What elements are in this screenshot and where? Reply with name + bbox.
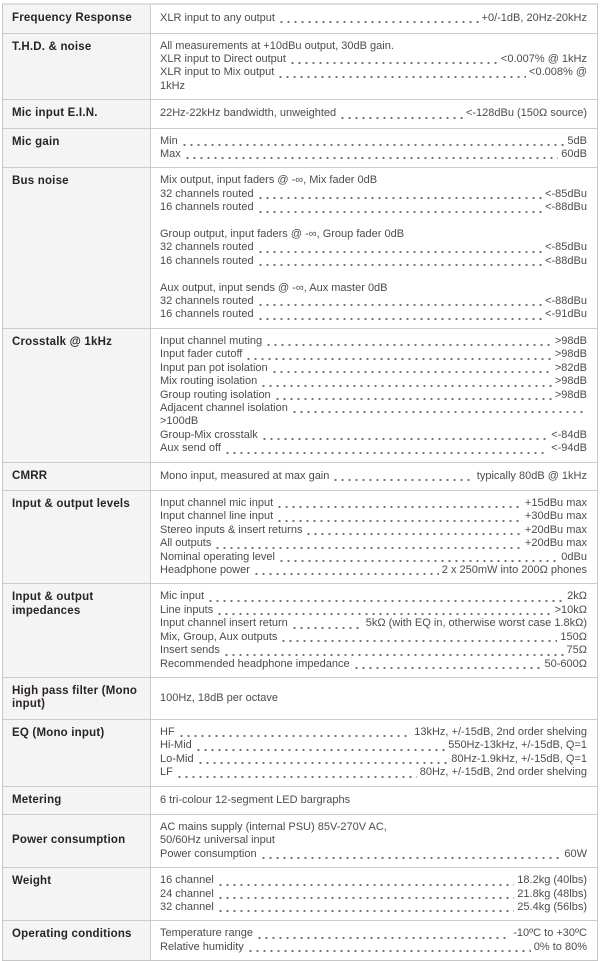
- spec-name: [3, 584, 151, 676]
- spec-name-label: Mic input E.I.N.: [12, 107, 98, 120]
- spec-line-text: HF: [160, 725, 175, 738]
- spec-line: [160, 228, 587, 241]
- spec-line: [160, 617, 587, 630]
- spec-line-value: 2 x 250mW into 200Ω phones: [441, 564, 587, 577]
- spec-line: [160, 429, 587, 442]
- spec-line: [160, 644, 587, 657]
- spec-name-label: T.H.D. & noise: [12, 40, 92, 53]
- spec-line-value: 0% to 80%: [533, 940, 587, 953]
- spec-line-value: 18.2kg (40lbs): [517, 874, 587, 887]
- spec-line-text: Stereo inputs & insert returns: [160, 523, 303, 536]
- spec-line: [160, 335, 587, 348]
- spec-line: [160, 66, 587, 79]
- spec-name: [3, 720, 151, 786]
- spec-line-value: <-85dBu: [545, 187, 587, 200]
- spec-line: [160, 726, 587, 739]
- dot-leader: [353, 665, 542, 669]
- spec-line-value: 5kΩ (with EQ in, otherwise worst case 1.8kΩ): [365, 617, 587, 630]
- spec-line: [160, 537, 587, 550]
- spec-line: [160, 53, 587, 66]
- spec-line-value: <0.008% @: [529, 66, 587, 79]
- spec-line-text: 16 channel: [160, 874, 214, 887]
- spec-line-text: Power consumption: [160, 847, 257, 860]
- spec-line: [160, 524, 587, 537]
- spec-line-value: <-94dB: [551, 442, 587, 455]
- spec-line-value: <-88dBu: [545, 295, 587, 308]
- row-high-pass-filter: [3, 678, 597, 720]
- dot-leader: [178, 733, 412, 737]
- spec-line-text: Input channel mic input: [160, 497, 274, 510]
- spec-line-text: Max: [160, 148, 181, 161]
- spec-line-text: Input channel insert return: [160, 617, 288, 630]
- spec-line-text: Aux output, input sends @ -∞, Aux master 0dB: [160, 281, 388, 294]
- dot-leader: [214, 545, 522, 549]
- spec-line: [160, 308, 587, 321]
- dot-leader: [278, 19, 479, 23]
- spec-line-text: Mono input, measured at max gain: [160, 469, 330, 482]
- dot-leader: [260, 383, 552, 387]
- row-mic-input-ein: [3, 100, 597, 129]
- spec-name: [3, 129, 151, 168]
- dot-leader: [257, 209, 543, 213]
- spec-line-text: 16 channels routed: [160, 308, 254, 321]
- spec-name: [3, 5, 151, 33]
- spec-line-text: Relative humidity: [160, 940, 244, 953]
- spec-value: [151, 491, 597, 583]
- dot-leader: [271, 369, 552, 373]
- spec-value: [151, 921, 597, 960]
- spec-line-text: Input fader cutoff: [160, 348, 243, 361]
- spec-line-value: 50-600Ω: [544, 657, 587, 670]
- spec-line-value: 550Hz-13kHz, +/-15dB, Q=1: [448, 739, 587, 752]
- spec-value: [151, 720, 597, 786]
- spec-line-value: +0/-1dB, 20Hz-20kHz: [481, 12, 587, 25]
- spec-line-value: +20dBu max: [524, 537, 587, 550]
- dot-leader: [257, 302, 543, 306]
- spec-line: [160, 12, 587, 25]
- spec-line: [160, 148, 587, 161]
- dot-leader: [332, 477, 473, 481]
- spec-line: [160, 348, 587, 361]
- dot-leader: [207, 598, 564, 602]
- spec-line-value: 80Hz, +/-15dB, 2nd order shelving: [419, 766, 587, 779]
- spec-line: [160, 255, 587, 268]
- spec-value: [151, 815, 597, 867]
- spec-name: [3, 100, 151, 128]
- dot-leader: [257, 195, 543, 199]
- spec-line-text: Input pan pot isolation: [160, 361, 268, 374]
- spec-line-value: 21.8kg (48lbs): [517, 887, 587, 900]
- spec-name-label: EQ (Mono input): [12, 726, 105, 739]
- spec-name: [3, 168, 151, 327]
- spec-line-value: <-88dBu: [545, 254, 587, 267]
- spec-line: [160, 551, 587, 564]
- spec-line-value: <0.007% @ 1kHz: [500, 52, 587, 65]
- dot-leader: [224, 450, 548, 454]
- dot-leader: [260, 855, 562, 859]
- spec-line: [160, 821, 587, 834]
- spec-line: [160, 848, 587, 861]
- spec-name-label: Power consumption: [12, 834, 126, 847]
- row-crosstalk: [3, 329, 597, 463]
- spec-line-value: 13kHz, +/-15dB, 2nd order shelving: [414, 725, 587, 738]
- spec-line-text: Input channel muting: [160, 334, 263, 347]
- dot-leader: [257, 262, 543, 266]
- spec-line-value: 75Ω: [566, 644, 587, 657]
- spec-line-text: Group output, input faders @ -∞, Group fader 0dB: [160, 228, 405, 241]
- spec-line-value: 25.4kg (56lbs): [517, 901, 587, 914]
- dot-leader: [217, 882, 514, 886]
- dot-leader: [197, 760, 449, 764]
- spec-name: [3, 787, 151, 815]
- spec-name-label: Frequency Response: [12, 12, 132, 24]
- spec-line-value: >10kΩ: [554, 603, 587, 616]
- spec-line-text: 22Hz-22kHz bandwidth, unweighted: [160, 107, 337, 120]
- row-frequency-response: [3, 5, 597, 34]
- row-eq-mono-input: [3, 720, 597, 787]
- spec-line-text: 1kHz: [160, 79, 186, 92]
- spec-value: [151, 787, 597, 815]
- spec-value: [151, 678, 597, 719]
- row-operating-conditions: [3, 921, 597, 960]
- spec-line: [160, 658, 587, 671]
- dot-leader: [223, 652, 564, 656]
- spec-value: [151, 5, 597, 33]
- dot-leader: [274, 396, 552, 400]
- spec-line-value: >98dB: [554, 334, 587, 347]
- spec-line-value: +30dBu max: [524, 510, 587, 523]
- spec-line-blank: [160, 215, 587, 228]
- dot-leader: [280, 638, 557, 642]
- spec-line-value: 2kΩ: [567, 590, 587, 603]
- spec-line: [160, 470, 587, 483]
- spec-line-text: Temperature range: [160, 927, 253, 940]
- spec-name: [3, 678, 151, 719]
- spec-name: [3, 815, 151, 867]
- dot-leader: [181, 142, 565, 146]
- spec-name-label: Weight: [12, 875, 52, 888]
- row-io-impedances: [3, 584, 597, 677]
- spec-line-text: Group-Mix crosstalk: [160, 428, 258, 441]
- spec-name: [3, 491, 151, 583]
- spec-name-label: High pass filter (Mono input): [12, 684, 138, 711]
- dot-leader: [217, 908, 514, 912]
- spec-line-text: LF: [160, 766, 173, 779]
- row-cmrr: [3, 463, 597, 492]
- dot-leader: [276, 504, 522, 508]
- spec-line: [160, 753, 587, 766]
- spec-line-text: Headphone power: [160, 564, 250, 577]
- spec-line: [160, 766, 587, 779]
- dot-leader: [253, 571, 439, 575]
- spec-name: [3, 329, 151, 462]
- spec-line-value: +15dBu max: [524, 497, 587, 510]
- spec-value: [151, 329, 597, 462]
- spec-line: [160, 874, 587, 887]
- spec-line-text: 32 channels routed: [160, 241, 254, 254]
- spec-line-text: Min: [160, 134, 178, 147]
- row-power-consumption: [3, 815, 597, 868]
- spec-value: [151, 584, 597, 676]
- spec-line-text: 16 channels routed: [160, 254, 254, 267]
- spec-line-text: Group routing isolation: [160, 388, 271, 401]
- row-metering: [3, 787, 597, 816]
- spec-line: [160, 135, 587, 148]
- spec-value: [151, 168, 597, 327]
- spec-line-value: 5dB: [567, 134, 587, 147]
- spec-line: [160, 941, 587, 954]
- spec-name-label: Crosstalk @ 1kHz: [12, 335, 113, 348]
- spec-line: [160, 362, 587, 375]
- spec-line: [160, 389, 587, 402]
- spec-line-text: Nominal operating level: [160, 550, 275, 563]
- dot-leader: [217, 895, 514, 899]
- spec-line-text: Mix, Group, Aux outputs: [160, 630, 278, 643]
- spec-line-blank: [160, 268, 587, 281]
- spec-line: [160, 188, 587, 201]
- spec-line: [160, 174, 587, 187]
- spec-line: [160, 375, 587, 388]
- spec-line: [160, 564, 587, 577]
- spec-line: [160, 442, 587, 455]
- spec-line-value: <-128dBu (150Ω source): [465, 107, 587, 120]
- spec-line-text: Aux send off: [160, 442, 221, 455]
- dot-leader: [195, 747, 445, 751]
- spec-line: [160, 402, 587, 415]
- spec-line-text: Adjacent channel isolation: [160, 401, 288, 414]
- spec-line: [160, 901, 587, 914]
- row-bus-noise: [3, 168, 597, 328]
- spec-line-value: 60dB: [561, 148, 587, 161]
- spec-line-value: >82dB: [554, 361, 587, 374]
- spec-line-text: All measurements at +10dBu output, 30dB gain.: [160, 39, 394, 52]
- spec-line-text: All outputs: [160, 537, 212, 550]
- spec-name-label: Operating conditions: [12, 928, 132, 941]
- spec-line-value: +20dBu max: [524, 523, 587, 536]
- spec-name: [3, 463, 151, 491]
- spec-line-text: Hi-Mid: [160, 739, 192, 752]
- spec-name: [3, 34, 151, 100]
- spec-line-value: typically 80dB @ 1kHz: [476, 469, 587, 482]
- spec-line-value: <-88dBu: [545, 201, 587, 214]
- spec-line-text: XLR input to any output: [160, 12, 275, 25]
- spec-line-value: 0dBu: [561, 550, 587, 563]
- dot-leader: [291, 409, 584, 413]
- dot-leader: [257, 316, 543, 320]
- spec-line: [160, 295, 587, 308]
- dot-leader: [257, 249, 543, 253]
- spec-line: [160, 241, 587, 254]
- spec-line-text: 16 channels routed: [160, 201, 254, 214]
- spec-line: [160, 631, 587, 644]
- spec-line-value: 80Hz-1.9kHz, +/-15dB, Q=1: [451, 752, 587, 765]
- spec-line: [160, 282, 587, 295]
- spec-line: [160, 604, 587, 617]
- spec-line-text: Mix routing isolation: [160, 375, 258, 388]
- spec-line-text: 32 channels routed: [160, 295, 254, 308]
- spec-line-text: 100Hz, 18dB per octave: [160, 691, 279, 704]
- spec-line-text: Insert sends: [160, 644, 220, 657]
- spec-name-label: CMRR: [12, 469, 48, 482]
- dot-leader: [277, 74, 526, 78]
- spec-name-label: Metering: [12, 793, 62, 806]
- spec-line-text: Input channel line input: [160, 510, 274, 523]
- dot-leader: [184, 155, 559, 159]
- spec-line-text: Mic input: [160, 590, 205, 603]
- dot-leader: [305, 531, 521, 535]
- spec-line: [160, 590, 587, 603]
- dot-leader: [291, 625, 363, 629]
- spec-value: [151, 100, 597, 128]
- spec-line-value: 150Ω: [560, 630, 587, 643]
- spec-line: [160, 888, 587, 901]
- spec-line-text: Line inputs: [160, 603, 214, 616]
- spec-line-text: XLR input to Mix output: [160, 66, 275, 79]
- spec-line-value: >98dB: [554, 375, 587, 388]
- spec-line: [160, 794, 587, 807]
- spec-line: [160, 497, 587, 510]
- row-thd-noise: [3, 34, 597, 101]
- spec-line-text: XLR input to Direct output: [160, 52, 286, 65]
- spec-line-text: Mix output, input faders @ -∞, Mix fader 0dB: [160, 174, 378, 187]
- spec-line-value: 60W: [564, 847, 587, 860]
- spec-name-label: Mic gain: [12, 135, 60, 148]
- spec-name-label: Bus noise: [12, 175, 69, 188]
- row-mic-gain: [3, 129, 597, 169]
- spec-line-text: 6 tri-colour 12-segment LED bargraphs: [160, 793, 351, 806]
- dot-leader: [261, 436, 548, 440]
- spec-line: [160, 40, 587, 53]
- spec-line-value: <-84dB: [551, 428, 587, 441]
- spec-line-value: >98dB: [554, 388, 587, 401]
- spec-value: [151, 129, 597, 168]
- spec-name-label: Input & output levels: [12, 498, 130, 511]
- dot-leader: [245, 356, 552, 360]
- row-weight: [3, 868, 597, 921]
- spec-line: [160, 80, 587, 93]
- spec-line-text: Recommended headphone impedance: [160, 657, 350, 670]
- spec-line-text: AC mains supply (internal PSU) 85V-270V AC,: [160, 821, 387, 834]
- spec-line-value: -10ºC to +30ºC: [513, 927, 587, 940]
- spec-line-text: 32 channels routed: [160, 187, 254, 200]
- spec-line-text: Lo-Mid: [160, 752, 194, 765]
- row-io-levels: [3, 491, 597, 584]
- spec-line-value: <-91dBu: [545, 308, 587, 321]
- spec-line: [160, 510, 587, 523]
- spec-line-value: <-85dBu: [545, 241, 587, 254]
- spec-line: [160, 834, 587, 847]
- spec-line-text: >100dB: [160, 415, 199, 428]
- spec-line: [160, 927, 587, 940]
- dot-leader: [216, 611, 551, 615]
- spec-line: [160, 201, 587, 214]
- spec-line-text: 32 channel: [160, 901, 214, 914]
- spec-line: [160, 415, 587, 428]
- spec-name: [3, 921, 151, 960]
- spec-line: [160, 107, 587, 120]
- dot-leader: [265, 342, 552, 346]
- spec-table: [2, 3, 598, 961]
- spec-line: [160, 692, 587, 705]
- spec-name-label: Input & output impedances: [12, 591, 94, 617]
- spec-line-text: 24 channel: [160, 887, 214, 900]
- dot-leader: [278, 558, 558, 562]
- dot-leader: [276, 518, 522, 522]
- dot-leader: [289, 60, 498, 64]
- spec-value: [151, 463, 597, 491]
- spec-line-value: >98dB: [554, 348, 587, 361]
- dot-leader: [176, 774, 417, 778]
- dot-leader: [256, 935, 510, 939]
- dot-leader: [247, 948, 531, 952]
- spec-line: [160, 739, 587, 752]
- spec-value: [151, 34, 597, 100]
- dot-leader: [339, 115, 463, 119]
- spec-line-text: 50/60Hz universal input: [160, 834, 275, 847]
